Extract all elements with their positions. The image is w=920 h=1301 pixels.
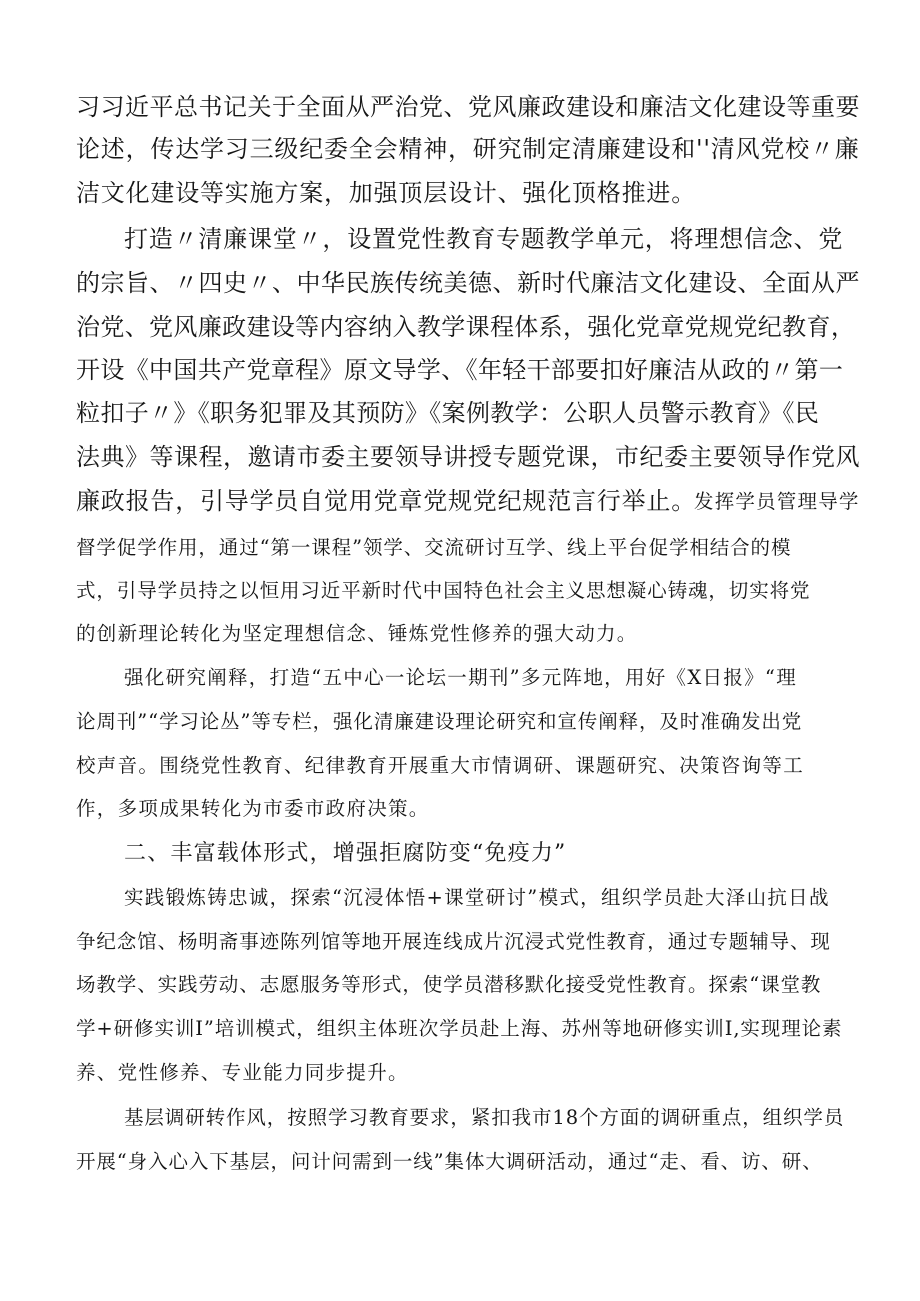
text-line: 场教学、实践劳动、志愿服务等形式，使学员潜移默化接受党性教育。探索“课堂教: [76, 973, 822, 996]
text-line: 强化研究阐释，打造“五中心一论坛一期刊”多元阵地，用好《X日报》“理: [124, 666, 797, 689]
text-line: 督学促学作用，通过“第一课程”领学、交流研讨互学、线上平台促学相结合的模: [76, 536, 792, 559]
text-line: 养、党性修养、专业能力同步提升。: [76, 1061, 409, 1084]
text-line: 法典》等课程，邀请市委主要领导讲授专题党课，市纪委主要领导作党风: [76, 443, 860, 471]
text-line: 基层调研转作风，按照学习教育要求，紧扣我市18个方面的调研重点，组织学员: [124, 1106, 845, 1129]
text-line: 校声音。围绕党性教育、纪律教育开展重大市情调研、课题研究、决策咨询等工: [76, 754, 805, 777]
text-line: 发挥学员管理导学: [694, 490, 860, 513]
text-line: 廉政报告，引导学员自觉用党章党规党纪规范言行举止。: [76, 487, 696, 515]
text-line: 洁文化建设等实施方案，加强顶层设计、强化顶格推进。: [76, 179, 696, 207]
text-line: 学+研修实训I”培训模式，组织主体班次学员赴上海、苏州等地研修实训I,实现理论素: [76, 1017, 843, 1040]
text-line: 的创新理论转化为坚定理想信念、锤炼党性修养的强大动力。: [76, 622, 638, 645]
text-line: 开展“身入心入下基层，问计问需到一线”集体大调研活动，通过“走、看、访、研、: [76, 1150, 823, 1173]
section-heading: 二、丰富载体形式，增强拒腐防变“免疫力”: [124, 841, 567, 866]
text-line: 作，多项成果转化为市委市政府决策。: [76, 797, 430, 820]
text-line: 粒扣子〃》《职务犯罪及其预防》《案例教学：公职人员警示教育》《民: [76, 399, 820, 427]
text-line: 论述，传达学习三级纪委全会精神，研究制定清廉建设和''清风党校〃廉: [76, 135, 860, 163]
text-line: 论周刊”“学习论丛”等专栏，强化清廉建设理论研究和宣传阐释，及时准确发出党: [76, 710, 803, 733]
text-line: 争纪念馆、杨明斋事迹陈列馆等地开展连线成片沉浸式党性教育，通过专题辅导、现: [76, 930, 831, 953]
text-line: 习习近平总书记关于全面从严治党、党风廉政建设和廉洁文化建设等重要: [76, 93, 860, 121]
text-line: 治党、党风廉政建设等内容纳入教学课程体系，强化党章党规党纪教育，: [76, 313, 856, 341]
text-line: 实践锻炼铸忠诚，探索“沉浸体悟+课堂研讨”模式，组织学员赴大泽山抗日战: [124, 886, 830, 909]
text-line: 的宗旨、〃四史〃、中华民族传统美德、新时代廉洁文化建设、全面从严: [76, 269, 860, 297]
text-line: 开设《中国共产党章程》原文导学、《年轻干部要扣好廉洁从政的〃第一: [76, 356, 844, 384]
text-line: 打造〃清廉课堂〃，设置党性教育专题教学单元，将理想信念、党: [124, 225, 844, 253]
text-line: 式，引导学员持之以恒用习近平新时代中国特色社会主义思想凝心铸魂，切实将党: [76, 579, 811, 602]
